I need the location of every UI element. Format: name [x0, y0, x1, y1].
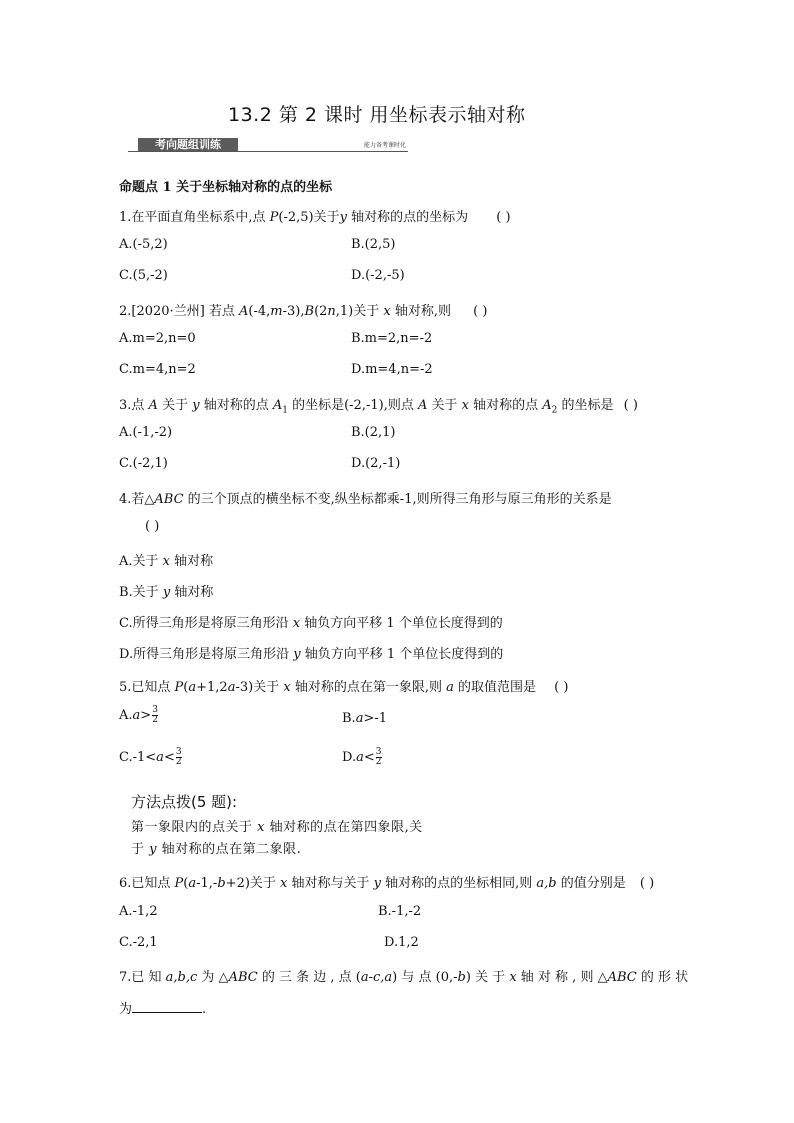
question-4: 4.若△ABC 的三个顶点的横坐标不变,纵坐标都乘-1,则所得三角形与原三角形的关系是 [119, 492, 612, 507]
page-title: 13.2 第 2 课时 用坐标表示轴对称 [228, 104, 526, 126]
q3-option-c: C.(-2,1) [119, 456, 168, 471]
banner-divider [128, 151, 408, 152]
q4-option-c: C.所得三角形是将原三角形沿 x 轴负方向平移 1 个单位长度得到的 [119, 616, 503, 631]
method-tip-line-1: 第一象限内的点关于 x 轴对称的点在第四象限,关 [131, 820, 423, 835]
q2-option-d: D.m=4,n=-2 [351, 362, 433, 377]
question-7: 7.已 知 a,b,c 为 △ABC 的 三 条 边 , 点 (a-c,a) 与 点 (0,-b) 关 于 x 轴 对 称 , 则 △ABC 的 形 状 [119, 970, 689, 985]
q2-option-c: C.m=4,n=2 [119, 362, 196, 377]
q4-option-a: A.关于 x 轴对称 [119, 554, 214, 569]
q6-option-a: A.-1,2 [119, 904, 158, 919]
q3-option-b: B.(2,1) [351, 425, 396, 440]
q3-option-d: D.(2,-1) [351, 456, 401, 471]
q1-option-c: C.(5,-2) [119, 268, 168, 283]
q6-option-c: C.-2,1 [119, 935, 158, 950]
banner-tab: 考向题组训练 [138, 138, 238, 152]
method-tip-line-2: 于 y 轴对称的点在第二象限. [131, 842, 302, 857]
question-1: 1.在平面直角坐标系中,点 P(-2,5)关于y 轴对称的点的坐标为 ( ) [119, 210, 511, 225]
q4-option-b: B.关于 y 轴对称 [119, 585, 214, 600]
q3-option-a: A.(-1,-2) [119, 425, 173, 440]
q5-option-d: D.a< $\frac{3}{2}$ [342, 747, 382, 767]
q6-option-d: D.1,2 [384, 935, 419, 950]
question-7-answer-line: 为 . [119, 1002, 207, 1017]
answer-blank[interactable] [132, 1001, 202, 1013]
q4-option-d: D.所得三角形是将原三角形沿 y 轴负方向平移 1 个单位长度得到的 [119, 647, 504, 662]
banner-caption: 能力备考课时化 [363, 142, 406, 149]
question-2: 2.[2020·兰州] 若点 A(-4,m-3),B(2n,1)关于 x 轴对称,则 ( ) [119, 304, 488, 319]
section-heading: 命题点 1 关于坐标轴对称的点的坐标 [119, 180, 333, 195]
question-6: 6.已知点 P(a-1,-b+2)关于 x 轴对称与关于 y 轴对称的点的坐标相同,则 a,b 的值分别是 ( ) [119, 876, 655, 891]
q4-bracket: ( ) [145, 519, 160, 534]
q5-option-a: A.a> $\frac{3}{2}$ [119, 705, 158, 725]
q1-option-b: B.(2,5) [351, 237, 396, 252]
q6-option-b: B.-1,-2 [378, 904, 422, 919]
section-banner [128, 138, 408, 152]
method-tip-title: 方法点拨(5 题): [131, 793, 238, 811]
q1-option-a: A.(-5,2) [119, 237, 168, 252]
q2-option-b: B.m=2,n=-2 [351, 331, 433, 346]
q1-option-d: D.(-2,-5) [351, 268, 405, 283]
q2-option-a: A.m=2,n=0 [119, 331, 196, 346]
q5-option-c: C.-1<a< $\frac{3}{2}$ [119, 747, 182, 767]
q5-option-b: B.a>-1 [342, 711, 388, 726]
question-3: 3.点 A 关于 y 轴对称的点 $A_1$ 的坐标是(-2,-1),则点 A 关于 x 轴对称的点 $A_2$ 的坐标是 ( ) [119, 398, 638, 416]
question-5: 5.已知点 P(a+1,2a-3)关于 x 轴对称的点在第一象限,则 a 的取值范围是 ( ) [119, 680, 569, 695]
